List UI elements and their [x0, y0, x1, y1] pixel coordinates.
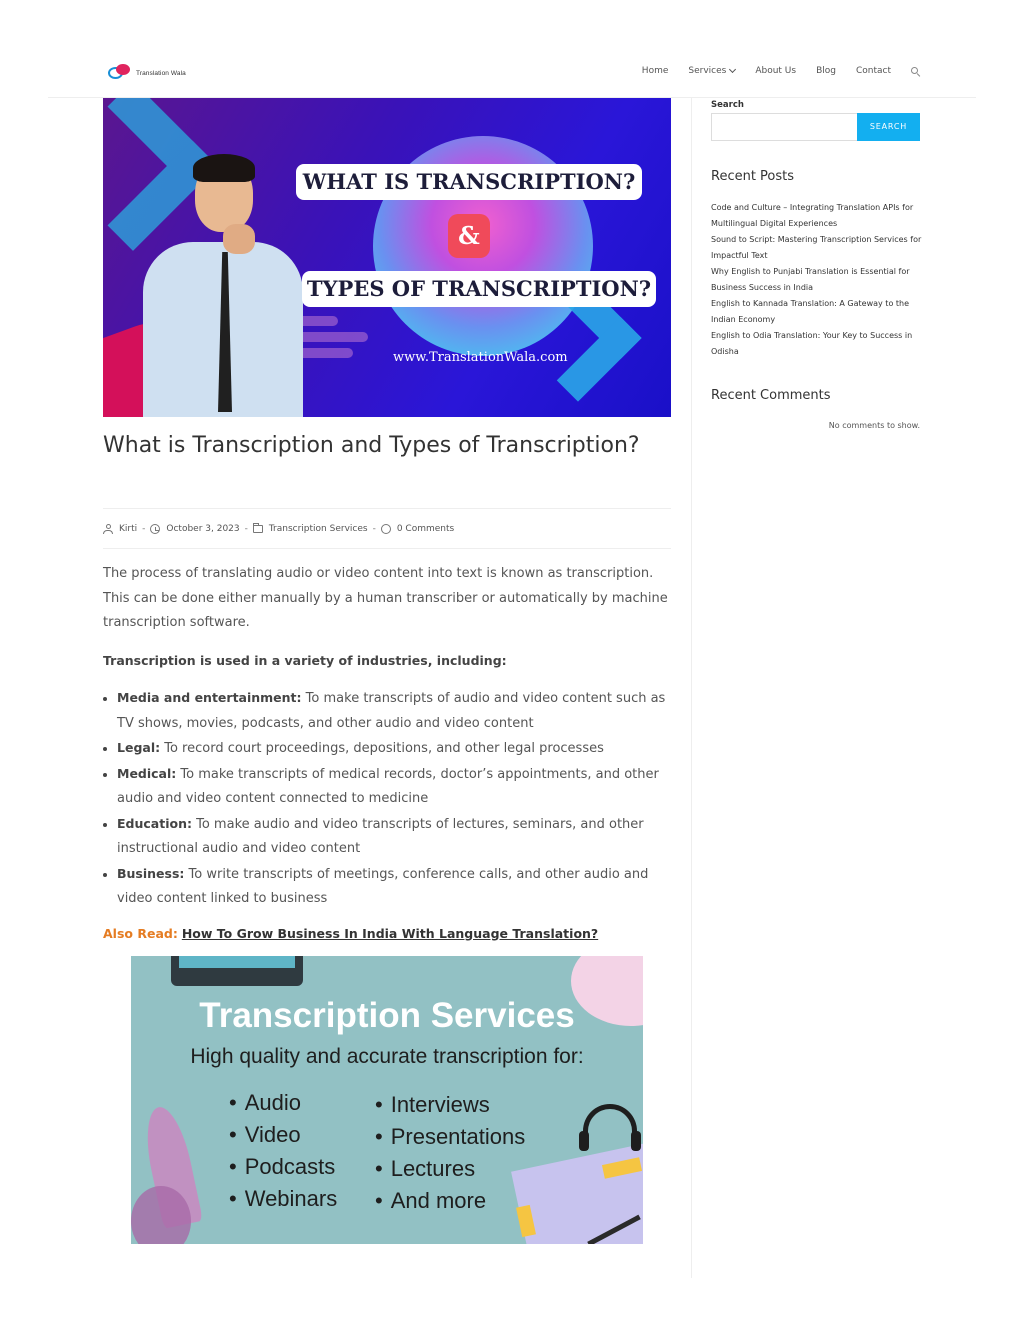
- list-item: [103, 686, 671, 736]
- nav-services-label: Services: [688, 66, 727, 76]
- post-category[interactable]: Transcription Services: [268, 523, 368, 534]
- post-date: October 3, 2023: [166, 523, 240, 534]
- list-item: [103, 812, 671, 862]
- folder-icon: [253, 525, 263, 533]
- also-read: [103, 922, 671, 947]
- nav-home[interactable]: Home: [641, 66, 669, 76]
- headphones-icon: [583, 1104, 637, 1150]
- services-image-subtitle: High quality and accurate transcription for:: [190, 1045, 584, 1068]
- industries-heading: Transcription is used in a variety of industries, including:: [103, 652, 507, 668]
- comment-icon: [381, 524, 391, 534]
- no-comments-text: No comments to show.: [828, 421, 920, 430]
- recent-post-link[interactable]: Why English to Punjabi Translation is Essential for Business Success in India: [711, 267, 910, 292]
- decorative-bars: [298, 316, 368, 364]
- services-list-left: [229, 1087, 337, 1215]
- post-comments-link[interactable]: 0 Comments: [396, 523, 455, 534]
- industry-name: Business:: [117, 865, 185, 881]
- search-button[interactable]: SEARCH: [857, 113, 920, 141]
- list-item: • Webinars: [229, 1183, 337, 1215]
- nav-contact[interactable]: Contact: [855, 66, 891, 76]
- industry-text: To make transcripts of audio and video content such as TV shows, movies, podcasts, and other audio and video content: [117, 691, 666, 731]
- featured-image: [103, 98, 671, 417]
- search-icon[interactable]: [911, 67, 920, 76]
- list-item: • Lectures: [375, 1153, 525, 1185]
- industry-text: To make audio and video transcripts of lectures, seminars, and other instructional audio and video content: [117, 816, 644, 856]
- chevron-down-icon: [729, 66, 736, 73]
- industries-list: [103, 686, 671, 912]
- list-item: • And more: [375, 1185, 525, 1217]
- sidebar-search-input[interactable]: [711, 113, 858, 141]
- sidebar-search-label: Search: [711, 100, 744, 110]
- industry-name: Legal:: [117, 740, 161, 755]
- recent-posts-list: [711, 200, 923, 360]
- site-logo[interactable]: [108, 64, 186, 82]
- recent-post-link[interactable]: Code and Culture – Integrating Translation APIs for Multilingual Digital Experiences: [711, 203, 914, 228]
- post-intro: The process of translating audio or video content into text is known as transcription. This can be done either manually by a human transcriber or automatically by machine transcription software.: [103, 566, 668, 630]
- also-read-label: Also Read:: [103, 925, 178, 941]
- list-item: • Interviews: [375, 1089, 525, 1121]
- hero-ampersand: &: [448, 214, 490, 258]
- site-header: [48, 44, 976, 98]
- industry-text: To write transcripts of meetings, conference calls, and other audio and video content linked to business: [117, 866, 649, 906]
- recent-post-link[interactable]: English to Kannada Translation: A Gateway to the Indian Economy: [711, 299, 910, 324]
- industry-name: Media and entertainment:: [117, 690, 302, 705]
- industry-text: To record court proceedings, depositions, and other legal processes: [160, 741, 604, 756]
- post-title: What is Transcription and Types of Transcription?: [103, 433, 640, 458]
- nav-about-us[interactable]: About Us: [755, 66, 797, 76]
- recent-posts-title: Recent Posts: [711, 169, 795, 184]
- list-item: [103, 736, 671, 762]
- list-item: • Video: [229, 1119, 337, 1151]
- hero-url: www.TranslationWala.com: [393, 350, 568, 365]
- recent-post-link[interactable]: English to Odia Translation: Your Key to Success in Odisha: [711, 331, 913, 356]
- hero-heading-1: WHAT IS TRANSCRIPTION?: [296, 164, 642, 200]
- nav-blog[interactable]: Blog: [816, 66, 836, 76]
- transcription-services-image: [131, 956, 643, 1244]
- industry-name: Medical:: [117, 765, 177, 781]
- list-item: • Audio: [229, 1087, 337, 1119]
- chat-bubbles-icon: [108, 64, 132, 82]
- industry-text: To make transcripts of medical records, doctor’s appointments, and other audio and video content connected to medicine: [117, 766, 659, 806]
- list-item: [103, 862, 671, 912]
- also-read-link[interactable]: How To Grow Business In India With Language Translation?: [181, 925, 599, 941]
- post-meta: Kirti - October 3, 2023 - Transcription Services - 0 Comments: [103, 508, 671, 549]
- main-nav: [642, 66, 920, 76]
- logo-text: Translation Wala: [136, 69, 186, 77]
- post-author[interactable]: Kirti: [119, 523, 138, 534]
- post-content: [103, 562, 671, 946]
- hero-heading-2: TYPES OF TRANSCRIPTION?: [302, 271, 656, 307]
- list-item: • Presentations: [375, 1121, 525, 1153]
- clock-icon: [150, 524, 160, 534]
- list-item: [103, 762, 671, 812]
- thinking-man-figure: [143, 160, 303, 417]
- services-image-title: Transcription Services: [199, 996, 575, 1035]
- sidebar-divider: [691, 98, 692, 1278]
- industry-name: Education:: [117, 815, 192, 831]
- services-list-right: [375, 1089, 525, 1217]
- list-item: • Podcasts: [229, 1151, 337, 1183]
- nav-services[interactable]: [688, 66, 735, 76]
- laptop-icon: [171, 956, 303, 986]
- recent-post-link[interactable]: Sound to Script: Mastering Transcription Services for Impactful Text: [711, 235, 922, 260]
- user-icon: [103, 524, 113, 534]
- recent-comments-title: Recent Comments: [711, 388, 831, 403]
